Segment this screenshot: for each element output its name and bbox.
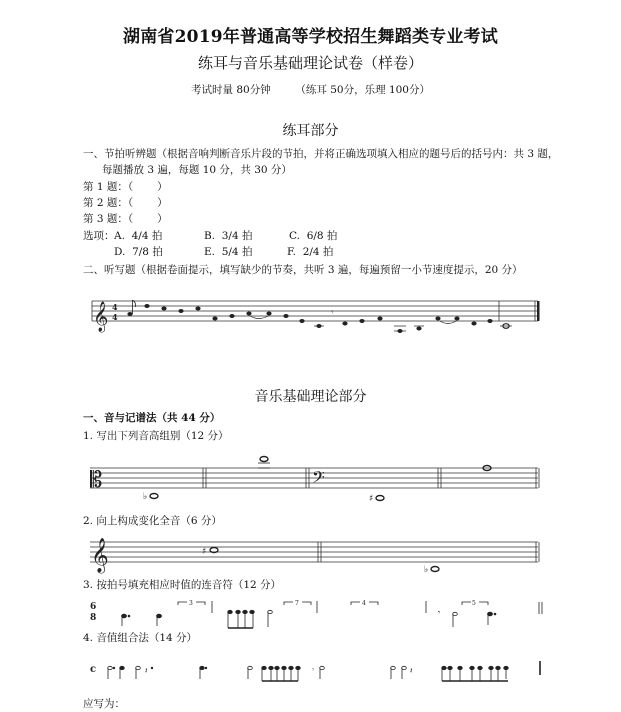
svg-text:𝄽: 𝄽 — [410, 666, 413, 675]
svg-text:6: 6 — [90, 602, 97, 612]
svg-text:4: 4 — [362, 600, 366, 607]
theory-q1-label: 1. 写出下列音高组别（12 分） — [83, 430, 229, 442]
svg-text:𝄾: 𝄾 — [331, 308, 334, 318]
dictation-notes — [127, 300, 512, 333]
svg-text:♭: ♭ — [424, 565, 429, 575]
svg-text:4: 4 — [112, 302, 118, 312]
svg-text:♭: ♭ — [143, 492, 148, 502]
q1-item-1: 第 1 题：（ ） — [83, 181, 168, 193]
pitch-group-staff — [88, 455, 548, 505]
alto-clef-icon: 𝄡 — [90, 468, 103, 493]
score-breakdown: （练耳 50分，乐理 100分） — [295, 84, 430, 96]
section-title-ear-training: 练耳部分 — [282, 123, 339, 139]
svg-text:8: 8 — [90, 613, 97, 623]
section-title-theory: 音乐基础理论部分 — [254, 389, 367, 405]
options-prefix: 选项： — [83, 230, 115, 242]
part1-title: 一、音与记谱法（共 44 分） — [83, 412, 221, 424]
svg-text:7: 7 — [295, 600, 299, 607]
exam-title: 湖南省2019年普通高等学校招生舞蹈类专业考试 — [123, 27, 498, 47]
svg-text:c: c — [90, 664, 97, 675]
svg-text:4: 4 — [112, 312, 118, 322]
svg-text:5: 5 — [472, 600, 476, 607]
exam-time: 考试时量 80分钟 — [191, 84, 271, 96]
svg-text:♯: ♯ — [369, 494, 374, 504]
theory-q2-label: 2. 向上构成变化全音（6 分） — [83, 515, 222, 527]
svg-text:𝄽: 𝄽 — [145, 666, 148, 675]
q1-item-2: 第 2 题：（ ） — [83, 197, 168, 209]
answer-label: 应写为： — [83, 698, 125, 710]
option-e: E. 5/4 拍 — [204, 246, 253, 258]
option-a: A. 4/4 拍 — [114, 230, 163, 242]
q1-instruction-line1: 一、节拍听辨题（根据音响判断音乐片段的节拍，并将正确选项填入相应的题号后的括号内：共 3 题， — [83, 148, 559, 160]
tuplet-rhythm-line — [88, 597, 548, 629]
option-f: F. 2/4 拍 — [287, 246, 334, 258]
theory-q4-label: 4. 音值组合法（14 分） — [83, 632, 198, 644]
exam-subtitle: 练耳与音乐基础理论试卷（样卷） — [197, 54, 423, 72]
q1-item-3: 第 3 题：（ ） — [83, 213, 168, 225]
theory-q3-label: 3. 按拍号填充相应时值的连音符（12 分） — [83, 579, 282, 591]
dictation-staff — [88, 295, 548, 340]
option-b: B. 3/4 拍 — [204, 230, 253, 242]
whole-tone-staff — [88, 528, 548, 578]
q2-instruction: 二、听写题（根据卷面提示，填写缺少的节奏，共听 3 遍，每遍预留一小节速度提示，20 分） — [83, 264, 523, 276]
bass-clef-icon: 𝄢 — [312, 467, 325, 491]
option-c: C. 6/8 拍 — [289, 230, 338, 242]
svg-text:3: 3 — [189, 600, 193, 607]
note-grouping-rhythm-line — [88, 653, 548, 685]
svg-text:𝄾: 𝄾 — [312, 666, 314, 674]
q1-instruction-line2: 每题播放 3 遍，每题 10 分，共 30 分） — [102, 164, 292, 176]
svg-text:𝄾: 𝄾 — [438, 608, 441, 617]
treble-clef-icon: 𝄞 — [91, 538, 109, 573]
treble-clef-icon: 𝄞 — [93, 302, 109, 332]
exam-meta — [0, 82, 621, 97]
svg-text:♯: ♯ — [202, 547, 207, 557]
option-d: D. 7/8 拍 — [114, 246, 163, 258]
